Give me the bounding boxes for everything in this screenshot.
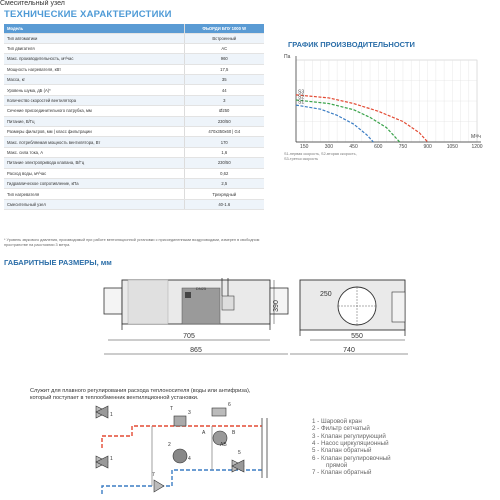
spec-row-label: Мощность нагревателя, кВт	[4, 64, 184, 74]
spec-row-label: Уровень шума, дБ (А)*	[4, 85, 184, 95]
spec-row-value: 230/50	[184, 158, 264, 168]
x-tick-label: 600	[374, 144, 383, 150]
spec-row-value: 40-1.6	[184, 199, 264, 209]
spec-row-label: Макс. производительность, м³/час	[4, 54, 184, 64]
spec-row-value: 17,5	[184, 64, 264, 74]
x-tick-label: 150	[300, 144, 309, 150]
mixing-unit-title: Смесительный узел	[0, 0, 65, 7]
spec-row-label: Тип двигателя	[4, 43, 184, 53]
spec-row	[4, 95, 264, 105]
diagram-marker: 3	[188, 410, 191, 416]
series-label-s2: S2	[298, 94, 305, 101]
dim-740-label: 740	[343, 347, 355, 354]
spec-row	[4, 85, 264, 95]
spec-row-label: Тип автоматики	[4, 33, 184, 43]
spec-row-value: 170	[184, 137, 264, 147]
x-tick-label: 750	[398, 144, 408, 150]
dim-740	[290, 347, 408, 354]
legend-item: 3 - Клапан регулирующий	[312, 432, 386, 440]
spec-row	[4, 106, 264, 116]
spec-row-label: Смесительный узел	[4, 199, 184, 209]
x-tick-label: 1050	[446, 144, 458, 150]
x-axis-label: М³/ч	[471, 134, 481, 140]
legend-item: 1 - Шаровой кран	[312, 418, 362, 425]
spec-row-value: 44	[184, 85, 264, 95]
dim-550-label: 550	[351, 333, 363, 340]
spec-row-label: Масса, кг	[4, 75, 184, 85]
legend-item: прямой	[326, 461, 348, 469]
spec-row	[4, 147, 264, 157]
legend-item: 6 - Клапан регулировочный	[312, 454, 391, 462]
unit-side-view	[104, 278, 288, 330]
mixing-desc-line2: который поступает в теплообменник вентиляционной установки.	[30, 395, 199, 402]
legend-item: 5 - Клапан обратный	[312, 447, 372, 455]
dim-390	[273, 280, 280, 324]
spec-row	[4, 54, 264, 64]
spec-row	[4, 168, 264, 178]
x-tick-label: 300	[324, 144, 334, 150]
spec-row	[4, 137, 264, 147]
mixing-legend	[312, 418, 391, 477]
spec-row-label: Макс. потребляемая мощность вентилятора, Вт	[4, 137, 184, 147]
diagram-marker: T	[170, 406, 174, 412]
x-tick-label: 450	[349, 144, 358, 150]
spec-row	[4, 158, 264, 168]
diagram-marker: 4	[188, 456, 191, 462]
spec-row-value: 470х350х60 | G4	[184, 127, 264, 137]
dim-250-label: 250	[320, 291, 332, 298]
spec-row	[4, 64, 264, 74]
series-label-s1: S1	[298, 99, 305, 106]
spec-title: ТЕХНИЧЕСКИЕ ХАРАКТЕРИСТИКИ	[4, 9, 172, 20]
unit-front-view	[300, 280, 405, 336]
diagram-marker: 2	[168, 442, 171, 448]
mixing-desc-line1: Служит для плавного регулирования расхода теплоносителя (воды или антифриза),	[30, 388, 251, 394]
spec-row-value: Ø250	[184, 106, 264, 116]
spec-row-label: Количество скоростей вентилятора	[4, 95, 184, 105]
dims-title: ГАБАРИТНЫЕ РАЗМЕРЫ, мм	[4, 258, 112, 267]
diagram-marker: 1	[110, 456, 113, 462]
spec-table	[4, 24, 264, 210]
dimensions-drawing	[0, 266, 500, 370]
diagram-marker: A	[202, 430, 206, 436]
spec-row-label: Расход воды, м³/час	[4, 168, 184, 178]
diagram-marker: 6	[228, 402, 231, 408]
dim-550	[310, 333, 405, 340]
spec-row	[4, 116, 264, 126]
diagram-marker: 5	[238, 450, 241, 456]
legend-item: 4 - Насос циркуляционный	[312, 439, 389, 447]
spec-head-label: Модель	[4, 24, 184, 33]
spec-row-value: AC	[184, 43, 264, 53]
spec-row-label: Тип нагревателя	[4, 189, 184, 199]
spec-row	[4, 75, 264, 85]
spec-row	[4, 199, 264, 209]
spec-row-label: Размеры фильтров, мм | класс фильтрации	[4, 127, 184, 137]
diagram-marker: AB	[220, 442, 227, 448]
spec-head-row	[4, 24, 264, 33]
spec-row-label: Питание, В/Гц	[4, 116, 184, 126]
diagram-marker: 7	[152, 472, 155, 478]
dim-705	[108, 333, 270, 340]
mixing-unit-diagram	[92, 398, 302, 498]
dim-865	[104, 347, 288, 354]
x-tick-label: 1200	[471, 144, 483, 150]
spec-row-value: 2,5	[184, 178, 264, 188]
spec-row-value: 0,62	[184, 168, 264, 178]
spec-row-value: Встроенный	[184, 33, 264, 43]
dim-250	[320, 291, 332, 298]
spec-row	[4, 189, 264, 199]
spec-row	[4, 127, 264, 137]
spec-row-label: Питание электропривода клапана, В/Гц	[4, 158, 184, 168]
diagram-marker: 1	[110, 412, 113, 418]
diagram-marker: B	[232, 430, 236, 436]
valve-symbols	[96, 406, 244, 492]
dim-865-label: 865	[190, 347, 202, 354]
legend-item: 2 - Фильтр сетчатый	[312, 425, 370, 433]
spec-row-label: Сечение присоединительного патрубка, мм	[4, 106, 184, 116]
dn25-label: DN25	[195, 286, 207, 291]
spec-footnote: * Уровень звукового давления, производимый при работе вентиляционной установки с присоединенными воздуховодами, измерен в свободном пространстве на расстоянии 3 метра.	[4, 238, 260, 248]
spec-head-value: ФЬОРДИ БПУ 1000 W	[184, 24, 264, 33]
chart-title: ГРАФИК ПРОИЗВОДИТЕЛЬНОСТИ	[288, 40, 415, 49]
spec-row-label: Гидравлическое сопротивление, кПа	[4, 178, 184, 188]
series-label-s3: S3	[298, 89, 305, 96]
spec-row-value: 230/50	[184, 116, 264, 126]
y-axis-label: Па	[284, 54, 291, 60]
x-tick-label: 900	[423, 144, 432, 150]
spec-row-label: Макс. сила тока, А	[4, 147, 184, 157]
chart-legend-line: S3-третья скорость	[284, 157, 319, 161]
spec-row	[4, 178, 264, 188]
legend-item: 7 - Клапан обратный	[312, 469, 372, 477]
dim-390-label: 390	[273, 300, 280, 312]
spec-row	[4, 43, 264, 53]
spec-row-value: 960	[184, 54, 264, 64]
spec-row-value: 1,6	[184, 147, 264, 157]
spec-row	[4, 33, 264, 43]
spec-row-value: Трехрядный	[184, 189, 264, 199]
dim-705-label: 705	[183, 333, 195, 340]
chart-legend-line: S1-первая скорость, S2-вторая скорость,	[284, 152, 357, 156]
performance-chart	[282, 50, 492, 165]
spec-row-value: 3	[184, 95, 264, 105]
spec-row-value: 35	[184, 75, 264, 85]
